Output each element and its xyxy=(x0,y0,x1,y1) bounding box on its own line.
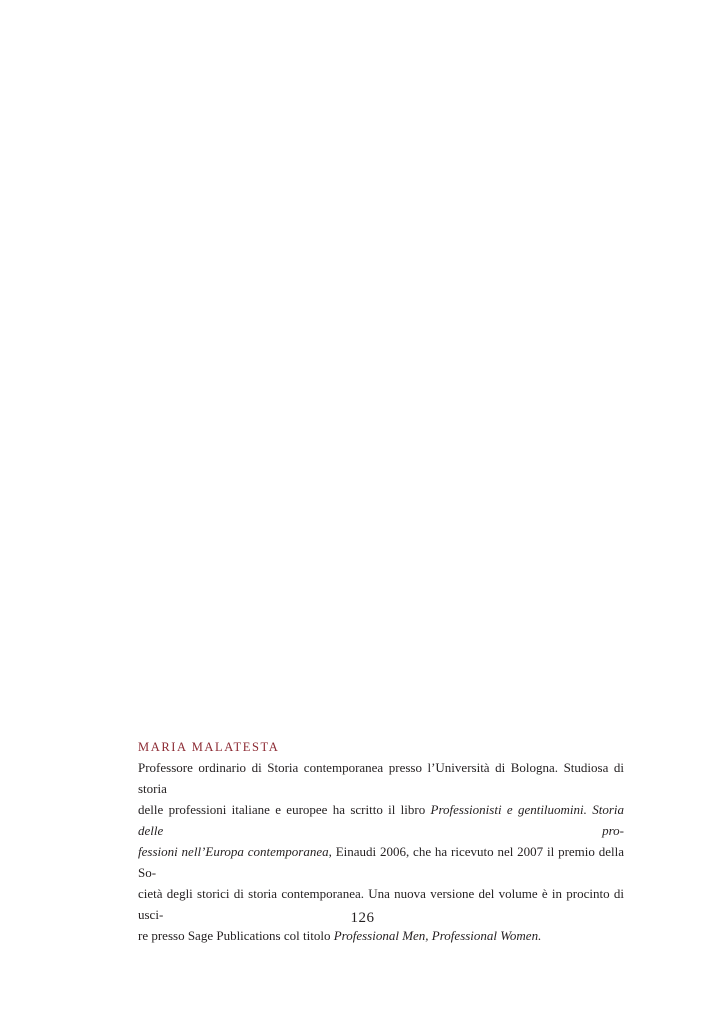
book-title: Professional Men, Professional Women. xyxy=(333,928,542,943)
biography-line xyxy=(138,841,624,883)
biography-segment: Professore ordinario di Storia contemporanea presso l’Università di Bologna. Studiosa di storia xyxy=(138,760,624,796)
author-name: MARIA MALATESTA xyxy=(138,740,280,754)
book-title: Professionisti e gentiluomini. Storia delle pro- xyxy=(138,802,625,838)
biography-line xyxy=(138,925,624,946)
biography-segment: re presso Sage Publications col titolo xyxy=(138,928,334,943)
biography-line xyxy=(138,799,624,841)
page-number: 126 xyxy=(350,910,375,926)
biography-segment: , Einaudi 2006, che ha ricevuto nel 2007 il premio della So- xyxy=(138,844,624,880)
biography-line xyxy=(138,757,624,799)
book-title: fessioni nell’Europa contemporanea xyxy=(138,844,329,859)
biography-segment: cietà degli storici di storia contemporanea. Una nuova versione del volume è in procinto di usci- xyxy=(138,886,624,922)
biography-segment: delle professioni italiane e europee ha scritto il libro xyxy=(138,802,431,817)
